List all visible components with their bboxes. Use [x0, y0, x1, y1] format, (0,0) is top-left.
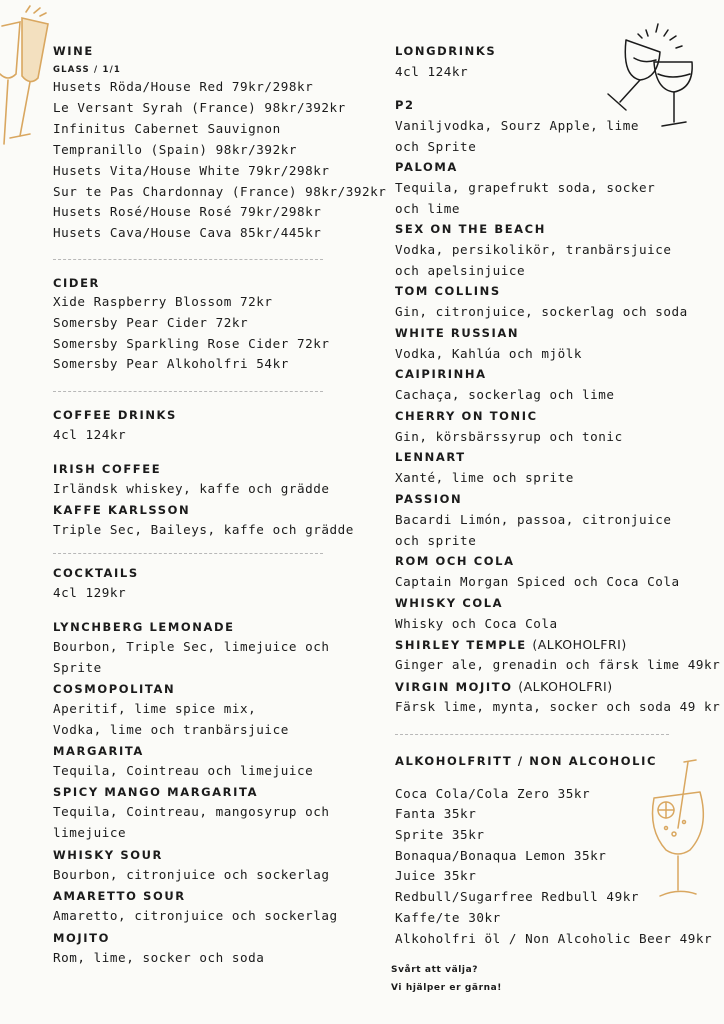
drink-name: LYNCHBERG LEMONADE	[53, 620, 235, 634]
drink-name: WHISKY SOUR	[53, 848, 163, 862]
nonalcoholic-item: Coca Cola/Cola Zero 35kr	[395, 786, 591, 801]
drink-description: Whisky och Coca Cola	[395, 616, 558, 631]
drink-name: KAFFE KARLSSON	[53, 503, 191, 517]
cider-heading: CIDER	[53, 276, 100, 290]
wine-item: Husets Vita/House White 79kr/298kr	[53, 163, 330, 178]
drink-description: Gin, citronjuice, sockerlag och soda	[395, 304, 688, 319]
champagne-glasses-icon	[0, 4, 58, 154]
drink-description: och lime	[395, 201, 461, 216]
drink-description: Tequila, Cointreau, mangosyrup och	[53, 804, 330, 819]
drink-name: SEX ON THE BEACH	[395, 222, 546, 236]
longdrinks-heading: LONGDRINKS	[395, 44, 497, 58]
drink-name: P2	[395, 98, 415, 112]
drink-description: Sprite	[53, 660, 102, 675]
drink-description: Ginger ale, grenadin och färsk lime 49kr	[395, 657, 721, 672]
drink-description: Bourbon, citronjuice och sockerlag	[53, 867, 330, 882]
cocktails-price: 4cl 129kr	[53, 585, 127, 600]
drink-description: Tequila, grapefrukt soda, socker	[395, 180, 656, 195]
spritz-glass-icon	[644, 758, 714, 908]
drink-description: Triple Sec, Baileys, kaffe och grädde	[53, 522, 354, 537]
drink-description: Amaretto, citronjuice och sockerlag	[53, 908, 338, 923]
drink-name: LENNART	[395, 450, 466, 464]
wine-item: Infinitus Cabernet Sauvignon	[53, 121, 281, 136]
wine-item: Husets Cava/House Cava 85kr/445kr	[53, 225, 322, 240]
wine-item: Le Versant Syrah (France) 98kr/392kr	[53, 100, 346, 115]
nonalcoholic-item: Redbull/Sugarfree Redbull 49kr	[395, 889, 639, 904]
drink-name: AMARETTO SOUR	[53, 889, 186, 903]
cocktails-heading: COCKTAILS	[53, 566, 139, 580]
nonalcoholic-item: Alkoholfri öl / Non Alcoholic Beer 49kr	[395, 931, 713, 946]
drink-name: PALOMA	[395, 160, 458, 174]
drink-description: Cachaça, sockerlag och lime	[395, 387, 615, 402]
wine-item: Sur te Pas Chardonnay (France) 98kr/392kr	[53, 184, 387, 199]
drink-description: Gin, körsbärssyrup och tonic	[395, 429, 623, 444]
cider-item: Somersby Pear Alkoholfri 54kr	[53, 356, 289, 371]
drink-description: Rom, lime, socker och soda	[53, 950, 265, 965]
drink-description: Vodka, Kahlúa och mjölk	[395, 346, 583, 361]
longdrinks-price: 4cl 124kr	[395, 64, 469, 79]
drink-description: Vaniljvodka, Sourz Apple, lime	[395, 118, 639, 133]
drink-description: Bacardi Limón, passoa, citronjuice	[395, 512, 672, 527]
drink-name: CHERRY ON TONIC	[395, 409, 538, 423]
nonalcoholic-heading: ALKOHOLFRITT / NON ALCOHOLIC	[395, 754, 657, 768]
alcohol-free-tag: (ALKOHOLFRI)	[518, 679, 613, 694]
wine-item: Husets Röda/House Red 79kr/298kr	[53, 79, 314, 94]
drink-description: och Sprite	[395, 139, 477, 154]
drink-name: PASSION	[395, 492, 463, 506]
footer-help: Vi hjälper er gärna!	[391, 983, 503, 993]
coffee-heading: COFFEE DRINKS	[53, 408, 177, 422]
drink-name: IRISH COFFEE	[53, 462, 162, 476]
drink-name-text: SHIRLEY TEMPLE	[395, 638, 527, 652]
drink-name-text: VIRGIN MOJITO	[395, 680, 513, 694]
divider	[395, 734, 669, 735]
wine-subheading: GLASS / 1/1	[53, 65, 121, 75]
drink-name: CAIPIRINHA	[395, 367, 487, 381]
drink-name: ROM OCH COLA	[395, 554, 515, 568]
coffee-price: 4cl 124kr	[53, 427, 127, 442]
footer-question: Svårt att välja?	[391, 965, 479, 975]
drink-description: Xanté, lime och sprite	[395, 470, 574, 485]
drink-description: och sprite	[395, 533, 477, 548]
drink-name: MARGARITA	[53, 744, 144, 758]
drink-name: WHISKY COLA	[395, 596, 504, 610]
drink-description: Captain Morgan Spiced och Coca Cola	[395, 574, 680, 589]
drink-description: och apelsinjuice	[395, 263, 526, 278]
alcohol-free-tag: (ALKOHOLFRI)	[532, 637, 627, 652]
nonalcoholic-item: Bonaqua/Bonaqua Lemon 35kr	[395, 848, 607, 863]
divider	[53, 553, 323, 554]
nonalcoholic-item: Fanta 35kr	[395, 806, 477, 821]
drink-description: Bourbon, Triple Sec, limejuice och	[53, 639, 330, 654]
nonalcoholic-item: Kaffe/te 30kr	[395, 910, 501, 925]
wine-item: Husets Rosé/House Rosé 79kr/298kr	[53, 204, 322, 219]
cider-item: Somersby Sparkling Rose Cider 72kr	[53, 336, 330, 351]
drink-name	[395, 637, 627, 652]
cheers-glasses-icon	[596, 22, 706, 132]
nonalcoholic-item: Juice 35kr	[395, 868, 477, 883]
drink-name: COSMOPOLITAN	[53, 682, 176, 696]
drink-description: Aperitif, lime spice mix,	[53, 701, 257, 716]
wine-item: Tempranillo (Spain) 98kr/392kr	[53, 142, 297, 157]
nonalcoholic-item: Sprite 35kr	[395, 827, 485, 842]
drink-description: Vodka, lime och tranbärsjuice	[53, 722, 289, 737]
wine-heading: WINE	[53, 44, 94, 58]
drink-name: MOJITO	[53, 931, 110, 945]
cider-item: Xide Raspberry Blossom 72kr	[53, 294, 273, 309]
drink-name: TOM COLLINS	[395, 284, 501, 298]
drink-name	[395, 679, 613, 694]
cider-item: Somersby Pear Cider 72kr	[53, 315, 249, 330]
drink-description: Vodka, persikolikör, tranbärsjuice	[395, 242, 672, 257]
drink-description: Färsk lime, mynta, socker och soda 49 kr	[395, 699, 721, 714]
drink-name: SPICY MANGO MARGARITA	[53, 785, 259, 799]
divider	[53, 259, 323, 260]
drink-description: Irländsk whiskey, kaffe och grädde	[53, 481, 330, 496]
drink-name: WHITE RUSSIAN	[395, 326, 520, 340]
drink-description: limejuice	[53, 825, 127, 840]
divider	[53, 391, 323, 392]
drink-description: Tequila, Cointreau och limejuice	[53, 763, 314, 778]
